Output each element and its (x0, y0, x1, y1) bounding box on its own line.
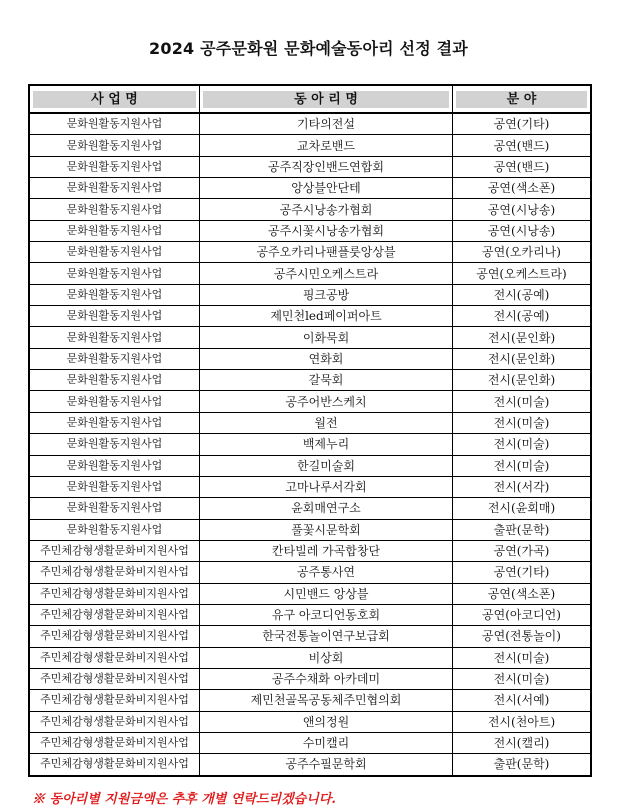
club-cell: 공주수채화 아카데미 (200, 669, 453, 690)
table-row (30, 733, 590, 754)
club-cell: 공주수필문학회 (200, 754, 453, 774)
business-cell: 문화원활동지원사업 (30, 413, 200, 434)
table-row (30, 434, 590, 455)
club-cell: 유구 아코디언동호회 (200, 605, 453, 626)
club-cell: 월전 (200, 413, 453, 434)
table-row (30, 562, 590, 583)
business-cell: 주민체감형생활문화비지원사업 (30, 584, 200, 605)
club-cell: 이화묵회 (200, 327, 453, 348)
table-row (30, 178, 590, 199)
table-row (30, 135, 590, 156)
table-row (30, 648, 590, 669)
business-cell: 문화원활동지원사업 (30, 178, 200, 199)
field-cell: 공연(기타) (453, 114, 590, 135)
business-cell: 문화원활동지원사업 (30, 349, 200, 370)
table-row (30, 541, 590, 562)
business-cell: 주민체감형생활문화비지원사업 (30, 648, 200, 669)
field-cell: 전시(미술) (453, 434, 590, 455)
table-row (30, 754, 590, 774)
business-cell: 문화원활동지원사업 (30, 285, 200, 306)
club-cell: 칸타빌레 가곡합창단 (200, 541, 453, 562)
table-row (30, 327, 590, 348)
table-row (30, 306, 590, 327)
club-cell: 갈묵회 (200, 370, 453, 391)
club-cell: 앙상블안단테 (200, 178, 453, 199)
header-field-cell (453, 86, 590, 114)
club-cell: 한길미술회 (200, 456, 453, 477)
field-cell: 공연(시낭송) (453, 221, 590, 242)
business-cell: 문화원활동지원사업 (30, 199, 200, 220)
club-cell: 백제누리 (200, 434, 453, 455)
table-header-row (30, 86, 590, 114)
club-cell: 핑크공방 (200, 285, 453, 306)
club-cell: 수미캘리 (200, 733, 453, 754)
business-cell: 문화원활동지원사업 (30, 135, 200, 156)
business-cell: 주민체감형생활문화비지원사업 (30, 605, 200, 626)
field-cell: 전시(서각) (453, 477, 590, 498)
field-cell: 공연(밴드) (453, 135, 590, 156)
header-business-cell (30, 86, 200, 114)
club-cell: 공주직장인밴드연합회 (200, 157, 453, 178)
business-cell: 주민체감형생활문화비지원사업 (30, 712, 200, 733)
field-cell: 전시(서예) (453, 690, 590, 711)
table-row (30, 477, 590, 498)
club-cell: 공주오카리나팬플룻앙상블 (200, 242, 453, 263)
document-title: 2024 공주문화원 문화예술동아리 선정 결과 (149, 39, 468, 58)
field-cell: 공연(오케스트라) (453, 263, 590, 284)
club-cell: 시민밴드 앙상블 (200, 584, 453, 605)
table-row (30, 712, 590, 733)
field-cell: 공연(오카리나) (453, 242, 590, 263)
club-cell: 고마나루서각회 (200, 477, 453, 498)
table-row (30, 498, 590, 519)
field-cell: 공연(가곡) (453, 541, 590, 562)
business-cell: 문화원활동지원사업 (30, 327, 200, 348)
table-row (30, 605, 590, 626)
business-cell: 문화원활동지원사업 (30, 306, 200, 327)
table-row (30, 157, 590, 178)
selection-result-table (28, 84, 592, 777)
table-row (30, 221, 590, 242)
business-cell: 문화원활동지원사업 (30, 221, 200, 242)
table-row (30, 690, 590, 711)
table-row (30, 285, 590, 306)
business-cell: 주민체감형생활문화비지원사업 (30, 754, 200, 774)
business-cell: 주민체감형생활문화비지원사업 (30, 562, 200, 583)
business-cell: 주민체감형생활문화비지원사업 (30, 626, 200, 647)
club-cell: 교차로밴드 (200, 135, 453, 156)
footnote: ※ 동아리별 지원금액은 추후 개별 연락드리겠습니다. (32, 792, 336, 807)
table-row (30, 520, 590, 541)
table-row (30, 626, 590, 647)
club-cell: 공주시낭송가협회 (200, 199, 453, 220)
field-cell: 전시(문인화) (453, 327, 590, 348)
club-cell: 제민천골목공동체주민협의회 (200, 690, 453, 711)
club-cell: 제민천led페이퍼아트 (200, 306, 453, 327)
business-cell: 주민체감형생활문화비지원사업 (30, 541, 200, 562)
table-row (30, 199, 590, 220)
field-cell: 출판(문학) (453, 520, 590, 541)
business-cell: 주민체감형생활문화비지원사업 (30, 669, 200, 690)
business-cell: 문화원활동지원사업 (30, 391, 200, 412)
field-cell: 공연(시낭송) (453, 199, 590, 220)
table-row (30, 456, 590, 477)
club-cell: 앤의정원 (200, 712, 453, 733)
business-cell: 문화원활동지원사업 (30, 498, 200, 519)
field-cell: 전시(캘리) (453, 733, 590, 754)
field-cell: 전시(문인화) (453, 370, 590, 391)
business-cell: 문화원활동지원사업 (30, 434, 200, 455)
club-cell: 기타의전설 (200, 114, 453, 135)
club-cell: 연화회 (200, 349, 453, 370)
table-row (30, 114, 590, 135)
club-cell: 풀꽃시문학회 (200, 520, 453, 541)
field-cell: 전시(천아트) (453, 712, 590, 733)
business-cell: 주민체감형생활문화비지원사업 (30, 733, 200, 754)
table-row (30, 391, 590, 412)
business-cell: 문화원활동지원사업 (30, 520, 200, 541)
business-cell: 문화원활동지원사업 (30, 157, 200, 178)
field-cell: 전시(미술) (453, 391, 590, 412)
field-cell: 전시(미술) (453, 648, 590, 669)
club-cell: 공주시꽃시낭송가협회 (200, 221, 453, 242)
table-body (30, 114, 590, 775)
table-row (30, 669, 590, 690)
field-cell: 공연(전통놀이) (453, 626, 590, 647)
header-club-cell (200, 86, 453, 114)
business-cell: 문화원활동지원사업 (30, 114, 200, 135)
business-cell: 문화원활동지원사업 (30, 370, 200, 391)
table-row (30, 263, 590, 284)
table-row (30, 349, 590, 370)
header-club: 동 아 리 명 (203, 91, 449, 108)
club-cell: 한국전통놀이연구보급회 (200, 626, 453, 647)
field-cell: 전시(미술) (453, 413, 590, 434)
field-cell: 전시(공예) (453, 306, 590, 327)
field-cell: 전시(윤회매) (453, 498, 590, 519)
field-cell: 공연(색소폰) (453, 178, 590, 199)
field-cell: 공연(아코디언) (453, 605, 590, 626)
field-cell: 출판(문학) (493, 757, 550, 772)
business-cell: 주민체감형생활문화비지원사업 (30, 690, 200, 711)
club-cell: 공주어반스케치 (200, 391, 453, 412)
field-cell: 전시(문인화) (453, 349, 590, 370)
club-cell: 비상회 (200, 648, 453, 669)
table-row (30, 370, 590, 391)
header-business: 사 업 명 (33, 91, 196, 108)
business-cell: 문화원활동지원사업 (30, 242, 200, 263)
club-cell: 공주통사연 (200, 562, 453, 583)
table-row (30, 413, 590, 434)
business-cell: 문화원활동지원사업 (30, 477, 200, 498)
field-cell: 공연(기타) (453, 562, 590, 583)
business-cell: 문화원활동지원사업 (30, 263, 200, 284)
club-cell: 공주시민오케스트라 (200, 263, 453, 284)
club-cell: 윤회매연구소 (200, 498, 453, 519)
field-cell: 전시(미술) (453, 669, 590, 690)
field-cell: 공연(색소폰) (453, 584, 590, 605)
field-cell: 전시(공예) (453, 285, 590, 306)
business-cell: 문화원활동지원사업 (30, 456, 200, 477)
table-row (30, 242, 590, 263)
header-field: 분 야 (456, 91, 587, 108)
field-cell: 전시(미술) (453, 456, 590, 477)
field-cell: 공연(밴드) (453, 157, 590, 178)
table-row (30, 584, 590, 605)
